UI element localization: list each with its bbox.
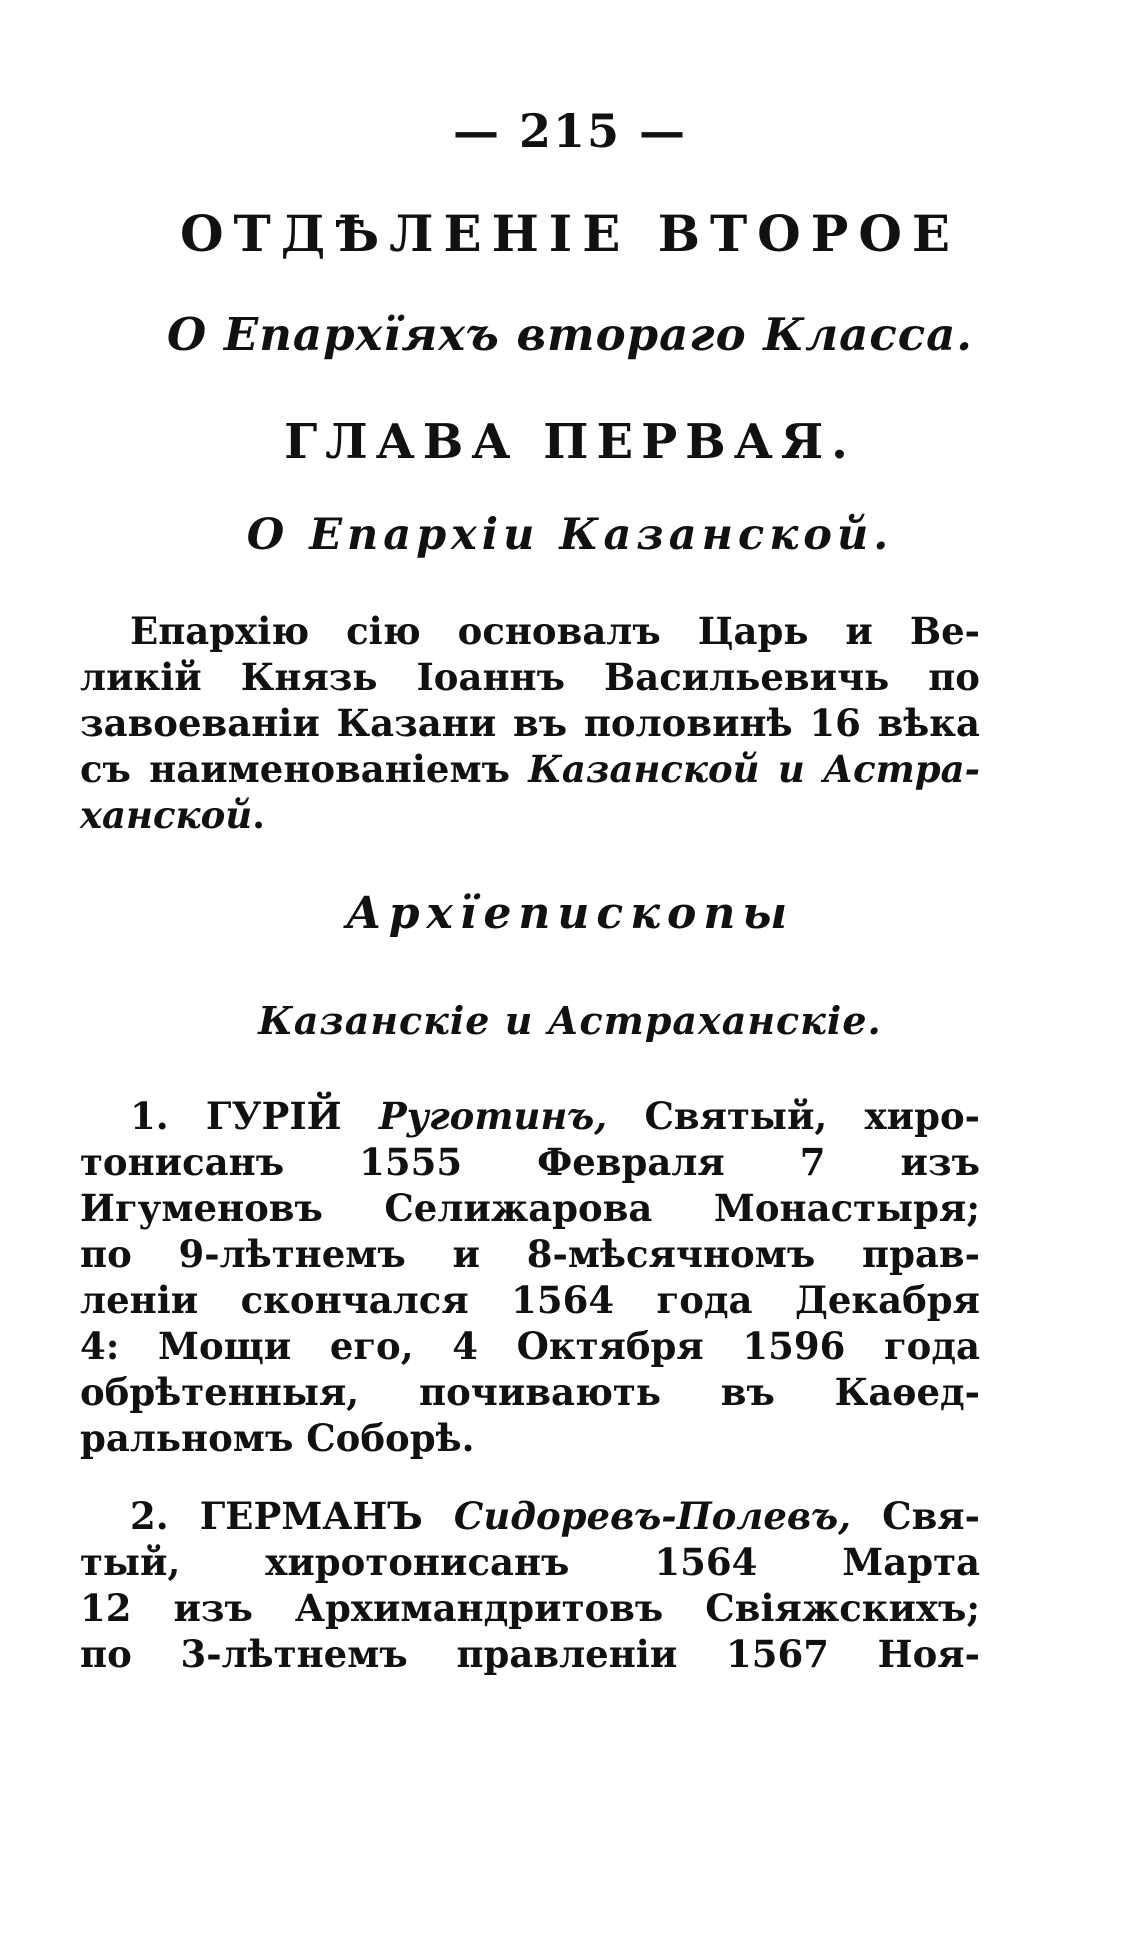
entry-2-line-3: 12 изъ Архимандритовъ Свіяжскихъ; bbox=[80, 1586, 980, 1630]
entry-1-line-7: обрѣтенныя, почивають въ Каѳед- bbox=[80, 1370, 980, 1414]
entry-1-line-8: ральномъ Соборѣ. bbox=[80, 1416, 475, 1460]
entry-1-line-1-rest: Святый, хиро- bbox=[644, 1094, 980, 1138]
entry-1-line-6: 4: Мощи его, 4 Октября 1596 года bbox=[80, 1324, 980, 1368]
chapter-title: ГЛАВА ПЕРВАЯ. bbox=[284, 414, 856, 470]
page-number: — 215 — bbox=[452, 104, 688, 158]
entry-1-line-4: по 9-лѣтнемъ и 8-мѣсячномъ прав- bbox=[80, 1232, 980, 1276]
intro-line-4-italic: Казанской и Астра- bbox=[528, 747, 980, 791]
entry-1-surname: Руготинъ, bbox=[378, 1094, 608, 1138]
entry-1-line-2: тонисанъ 1555 Февраля 7 изъ bbox=[80, 1140, 980, 1184]
entry-1-number-name: 1. ГУРІЙ bbox=[130, 1094, 342, 1138]
intro-paragraph bbox=[80, 608, 980, 838]
entry-1-line-3: Игуменовъ Селижарова Монастыря; bbox=[80, 1186, 980, 1230]
entry-guriy bbox=[80, 1093, 980, 1461]
entry-2-line-2: тый, хиротонисанъ 1564 Марта bbox=[80, 1540, 980, 1584]
intro-line-5-italic: ханской bbox=[80, 793, 253, 837]
intro-line-3: завоеваніи Казани въ половинѣ 16 вѣка bbox=[80, 701, 980, 745]
intro-line-4 bbox=[80, 746, 980, 792]
entry-2-number-name: 2. ГЕРМАНЪ bbox=[130, 1494, 423, 1538]
kazan-astrakhan-heading: Казанскіе и Астраханскіе. bbox=[258, 998, 882, 1043]
section-subtitle: О Епархїяхъ втораго Класса. bbox=[167, 308, 973, 361]
archbishops-heading: Архїепископы bbox=[345, 888, 795, 939]
entry-2-surname: Сидоревъ-Полевъ, bbox=[453, 1494, 851, 1538]
entry-2-line-1-rest: Свя- bbox=[882, 1494, 980, 1538]
section-title: ОТДѢЛЕНІЕ ВТОРОЕ bbox=[180, 204, 960, 263]
entry-german bbox=[80, 1493, 980, 1677]
intro-line-1: Епархію сію основалъ Царь и Ве- bbox=[130, 609, 980, 653]
entry-2-line-4: по 3-лѣтнемъ правленіи 1567 Ноя- bbox=[80, 1632, 980, 1676]
entry-1-line-5: леніи скончался 1564 года Декабря bbox=[80, 1278, 980, 1322]
entry-2-line-1 bbox=[80, 1493, 980, 1539]
intro-line-5 bbox=[80, 792, 980, 838]
intro-line-5-end: . bbox=[252, 793, 266, 837]
intro-line-2: ликій Князь Іоаннъ Васильевичь по bbox=[80, 655, 980, 699]
entry-1-line-1 bbox=[80, 1093, 980, 1139]
chapter-subtitle: О Епархіи Казанской. bbox=[246, 510, 894, 560]
intro-line-4-text: съ наименованіемъ bbox=[80, 747, 510, 791]
